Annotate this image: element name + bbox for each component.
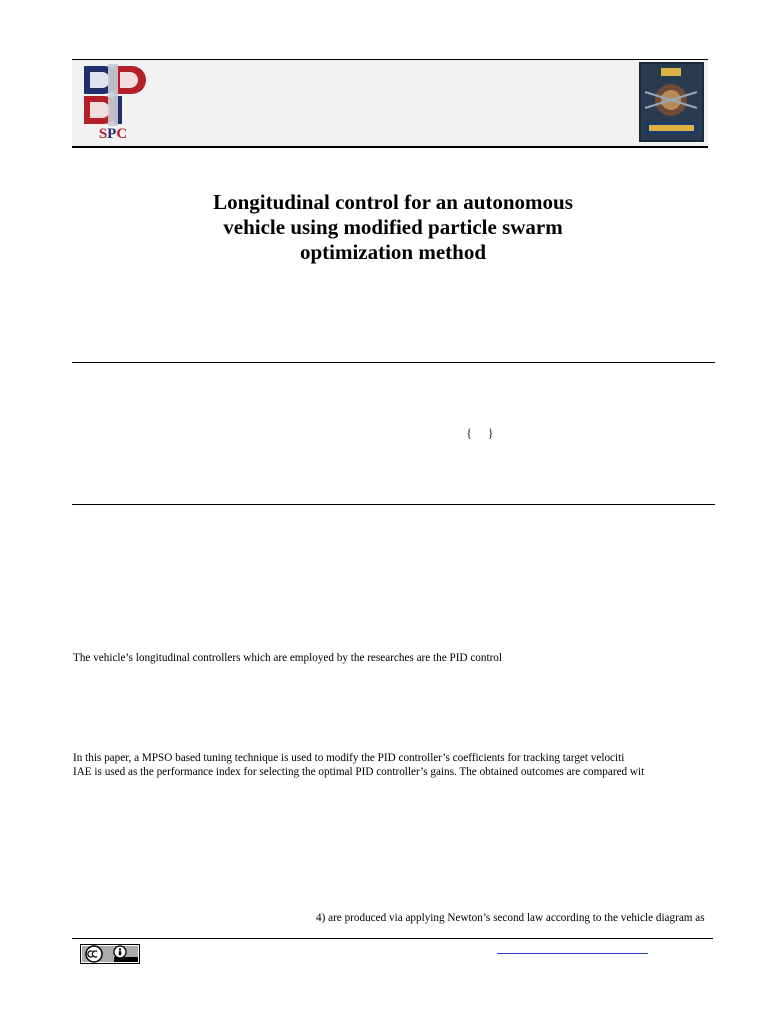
header-bottom-rule: [72, 146, 708, 148]
title-line-3: optimization method: [299, 240, 487, 264]
body-paragraph-3: 4) are produced via applying Newton’s second law according to the vehicle diagram as: [316, 912, 705, 924]
footer-rule: [72, 938, 713, 939]
title-line-2: vehicle using modified particle swarm: [223, 215, 563, 239]
journal-cover-image: [639, 62, 704, 142]
abstract-top-rule: [72, 362, 715, 363]
footer-link[interactable]: [497, 953, 648, 954]
affiliation-marks: { }: [466, 425, 500, 440]
body-paragraph-2-line-1: In this paper, a MPSO based tuning technique is used to modify the PID controller’s coefficients for tracking target velociti: [73, 752, 625, 764]
header-band: [72, 60, 708, 146]
abstract-bottom-rule: [72, 504, 715, 505]
spc-logo-icon: [78, 62, 148, 144]
cc-by-license-icon[interactable]: [80, 944, 140, 964]
paper-title: [150, 190, 636, 265]
body-paragraph-2-line-2: IAE is used as the performance index for selecting the optimal PID controller’s gains. The obtained outcomes are compared wit: [73, 766, 645, 778]
title-line-1: Longitudinal control for an autonomous: [213, 190, 573, 214]
body-paragraph-1: The vehicle’s longitudinal controllers which are employed by the researches are the PID control: [73, 652, 503, 664]
spc-logo-text: SPC: [98, 126, 128, 142]
